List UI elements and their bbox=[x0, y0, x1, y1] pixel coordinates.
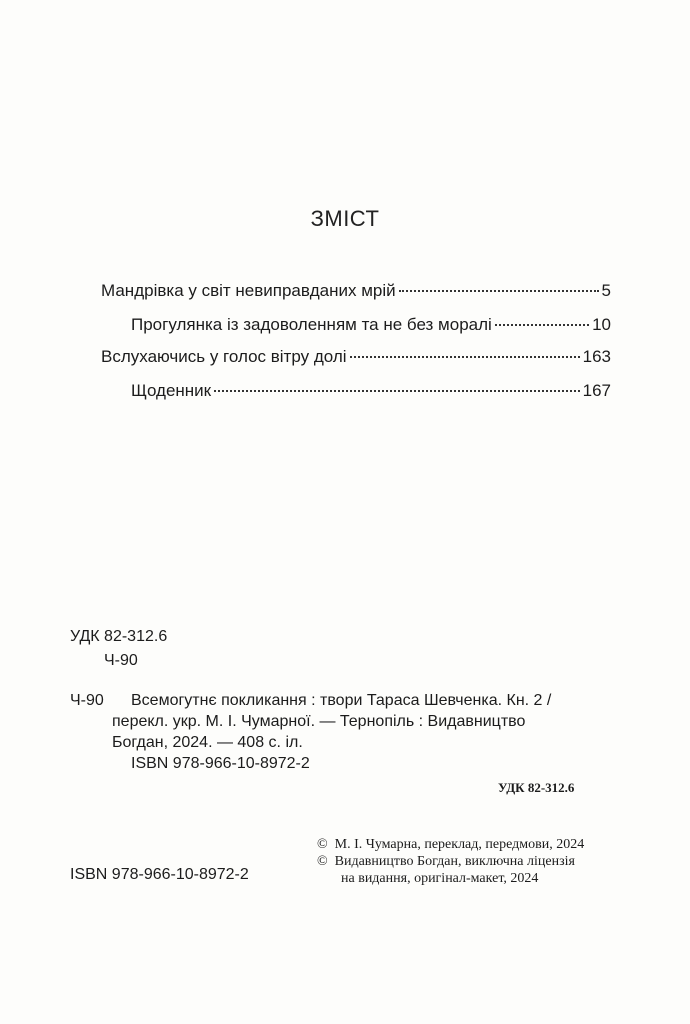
toc-leader-dots bbox=[214, 390, 580, 392]
udk-code: УДК 82-312.6 bbox=[70, 628, 168, 645]
catalog-record-line: Богдан, 2024. — 408 с. іл. bbox=[112, 734, 303, 751]
toc-entry-page: 163 bbox=[582, 347, 611, 366]
toc-entry-page: 5 bbox=[601, 281, 611, 300]
author-mark: Ч-90 bbox=[104, 652, 138, 669]
toc-entry-title: Вслухаючись у голос вітру долі bbox=[101, 347, 347, 366]
copyright-line: Видавництво Богдан, виключна ліцензія bbox=[334, 854, 575, 869]
copyright-line: М. І. Чумарна, переклад, передмови, 2024 bbox=[334, 837, 585, 852]
toc-leader-dots bbox=[399, 290, 599, 292]
toc-entry-page: 167 bbox=[582, 381, 611, 400]
toc-leader-dots bbox=[495, 324, 589, 326]
toc-leader-dots bbox=[350, 356, 580, 358]
toc-entry bbox=[131, 314, 611, 336]
toc-entry-title: Прогулянка із задоволенням та не без моралі bbox=[131, 315, 492, 334]
copyright-symbol: © bbox=[317, 854, 328, 869]
copyright-block bbox=[317, 836, 584, 887]
catalog-record-line: ISBN 978-966-10-8972-2 bbox=[131, 755, 310, 772]
udk-right: УДК 82-312.6 bbox=[498, 780, 575, 795]
copyright-symbol: © bbox=[317, 837, 328, 852]
toc-entry bbox=[101, 280, 611, 302]
isbn-footer: ISBN 978-966-10-8972-2 bbox=[70, 866, 249, 883]
catalog-record-line: Всемогутнє покликання : твори Тараса Шевченка. Кн. 2 / bbox=[131, 692, 552, 709]
toc-entry-title: Щоденник bbox=[131, 381, 212, 400]
toc-entry bbox=[131, 380, 611, 402]
toc-entry-title: Мандрівка у світ невиправданих мрій bbox=[101, 281, 396, 300]
catalog-record-line: перекл. укр. М. І. Чумарної. — Тернопіль : Видавництво bbox=[112, 713, 526, 730]
copyright-line: на видання, оригінал-макет, 2024 bbox=[341, 871, 539, 886]
toc-entry bbox=[101, 346, 611, 368]
catalog-record bbox=[112, 690, 611, 774]
toc-entry-page: 10 bbox=[592, 315, 611, 334]
record-mark: Ч-90 bbox=[70, 692, 104, 709]
toc-title: ЗМІСТ bbox=[310, 206, 380, 231]
